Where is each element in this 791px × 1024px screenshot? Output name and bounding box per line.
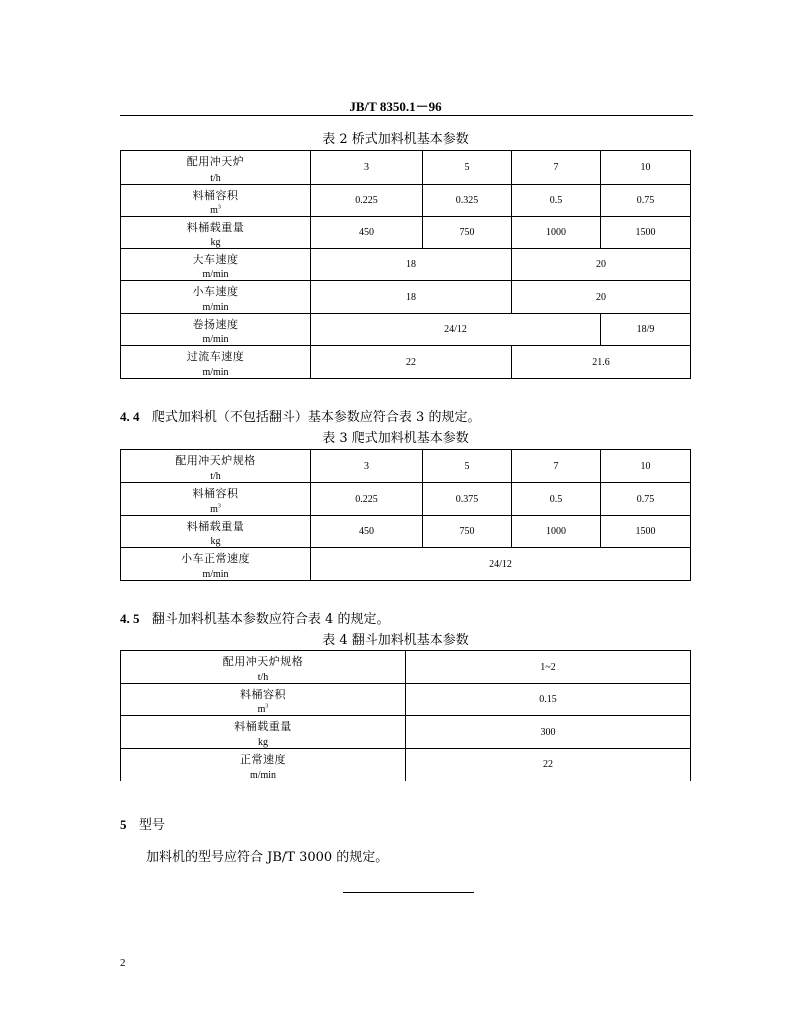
row-label xyxy=(121,249,311,281)
table-cell: 0.15 xyxy=(406,684,691,716)
table-cell: 21.6 xyxy=(512,346,691,379)
table-row xyxy=(121,185,691,217)
row-label xyxy=(121,151,311,185)
table-cell: 7 xyxy=(512,151,601,185)
table4-caption: 表 4 翻斗加料机基本参数 xyxy=(322,633,469,648)
table4 xyxy=(120,650,691,781)
section-number: 5 xyxy=(120,817,127,832)
table-cell: 1000 xyxy=(512,516,601,548)
row-name: 大车速度 xyxy=(192,253,239,266)
section-number: 4. 4 xyxy=(120,409,140,424)
table-cell: 0.225 xyxy=(311,483,423,516)
row-unit: m/min xyxy=(249,769,277,781)
page-number: 2 xyxy=(120,957,126,969)
table-cell: 0.225 xyxy=(311,185,423,217)
table-cell: 22 xyxy=(406,749,691,781)
row-unit: $m^3$ xyxy=(210,503,221,515)
row-name: 过流车速度 xyxy=(186,350,245,363)
row-unit: m/min xyxy=(202,334,229,345)
table-row xyxy=(121,151,691,185)
table-row xyxy=(121,217,691,249)
row-label xyxy=(121,281,311,314)
section-4-4 xyxy=(120,406,480,425)
section-number: 4. 5 xyxy=(120,611,140,626)
document-code: JB/T 8350.1－96 xyxy=(349,99,442,114)
table-cell: 1000 xyxy=(512,217,601,249)
table-cell: 300 xyxy=(406,716,691,749)
row-label xyxy=(121,185,311,217)
table-cell: 750 xyxy=(423,217,512,249)
row-name: 料桶载重量 xyxy=(186,520,245,533)
row-name: 料桶容积 xyxy=(192,487,239,500)
table-row xyxy=(121,516,691,548)
row-label xyxy=(121,684,406,716)
row-unit: kg xyxy=(210,237,221,248)
row-name: 小车正常速度 xyxy=(181,552,250,565)
table-cell: 3 xyxy=(311,450,423,483)
table3 xyxy=(120,449,691,581)
section-text: 翻斗加料机基本参数应符合表 4 的规定。 xyxy=(151,612,390,627)
row-label xyxy=(121,450,311,483)
row-unit: m/min xyxy=(202,269,229,280)
table-cell: 0.5 xyxy=(512,483,601,516)
section-4-5 xyxy=(120,608,389,627)
table-row xyxy=(121,281,691,314)
row-unit: kg xyxy=(258,737,268,748)
table-cell: 0.5 xyxy=(512,185,601,217)
table-cell: 5 xyxy=(423,450,512,483)
row-unit: kg xyxy=(210,536,221,547)
table-row xyxy=(121,716,691,749)
table-cell: 18/9 xyxy=(601,314,691,346)
table-cell: 3 xyxy=(311,151,423,185)
table-cell: 1~2 xyxy=(406,651,691,684)
table-cell: 18 xyxy=(311,249,512,281)
row-label xyxy=(121,314,311,346)
row-name: 正常速度 xyxy=(240,753,286,766)
row-unit: $m^3$ xyxy=(257,703,269,715)
section-5-text: 加料机的型号应符合 JB/T 3000 的规定。 xyxy=(146,850,389,865)
table2-caption: 表 2 桥式加料机基本参数 xyxy=(322,132,469,147)
table-cell: 24/12 xyxy=(311,548,691,581)
table3-caption: 表 3 爬式加料机基本参数 xyxy=(322,431,469,446)
end-rule xyxy=(343,892,474,893)
table-cell: 750 xyxy=(423,516,512,548)
table-cell: 0.75 xyxy=(601,483,691,516)
table2 xyxy=(120,150,691,379)
row-unit: m/min xyxy=(202,569,229,580)
row-name: 配用冲天炉 xyxy=(186,155,245,168)
row-unit: m/min xyxy=(202,367,229,378)
table-cell: 1500 xyxy=(601,516,691,548)
table-cell: 20 xyxy=(512,249,691,281)
row-label xyxy=(121,346,311,379)
table-cell: 0.325 xyxy=(423,185,512,217)
row-label xyxy=(121,217,311,249)
row-name: 料桶载重量 xyxy=(186,221,245,234)
row-label xyxy=(121,483,311,516)
table-cell: 24/12 xyxy=(311,314,601,346)
row-unit: $m^3$ xyxy=(210,204,221,216)
table-cell: 10 xyxy=(601,450,691,483)
table-row xyxy=(121,651,691,684)
section-text: 爬式加料机（不包括翻斗）基本参数应符合表 3 的规定。 xyxy=(151,410,481,425)
row-name: 配用冲天炉规格 xyxy=(222,655,304,668)
table-row xyxy=(121,684,691,716)
table-cell: 450 xyxy=(311,516,423,548)
row-name: 料桶容积 xyxy=(192,189,239,202)
row-unit: m/min xyxy=(202,302,229,313)
row-unit: t/h xyxy=(210,173,221,184)
section-5-heading xyxy=(120,814,165,833)
row-name: 配用冲天炉规格 xyxy=(175,454,256,467)
row-label xyxy=(121,749,406,781)
table-row xyxy=(121,548,691,581)
table-cell: 18 xyxy=(311,281,512,314)
table-cell: 450 xyxy=(311,217,423,249)
row-unit: t/h xyxy=(257,672,269,683)
row-label xyxy=(121,516,311,548)
table-row xyxy=(121,314,691,346)
row-name: 卷扬速度 xyxy=(192,318,239,331)
table-cell: 0.375 xyxy=(423,483,512,516)
table-cell: 7 xyxy=(512,450,601,483)
table-cell: 0.75 xyxy=(601,185,691,217)
table-cell: 10 xyxy=(601,151,691,185)
row-label xyxy=(121,716,406,749)
table-row xyxy=(121,749,691,781)
header-rule xyxy=(120,115,693,116)
row-name: 料桶载重量 xyxy=(234,720,292,733)
row-label xyxy=(121,548,311,581)
row-label xyxy=(121,651,406,684)
row-unit: t/h xyxy=(210,471,221,482)
section-title: 型号 xyxy=(138,818,165,833)
table-cell: 5 xyxy=(423,151,512,185)
row-name: 小车速度 xyxy=(192,285,239,298)
table-row xyxy=(121,249,691,281)
table-row xyxy=(121,346,691,379)
table-row xyxy=(121,483,691,516)
table-cell: 20 xyxy=(512,281,691,314)
table-cell: 1500 xyxy=(601,217,691,249)
table-row xyxy=(121,450,691,483)
row-name: 料桶容积 xyxy=(240,688,286,701)
table-cell: 22 xyxy=(311,346,512,379)
